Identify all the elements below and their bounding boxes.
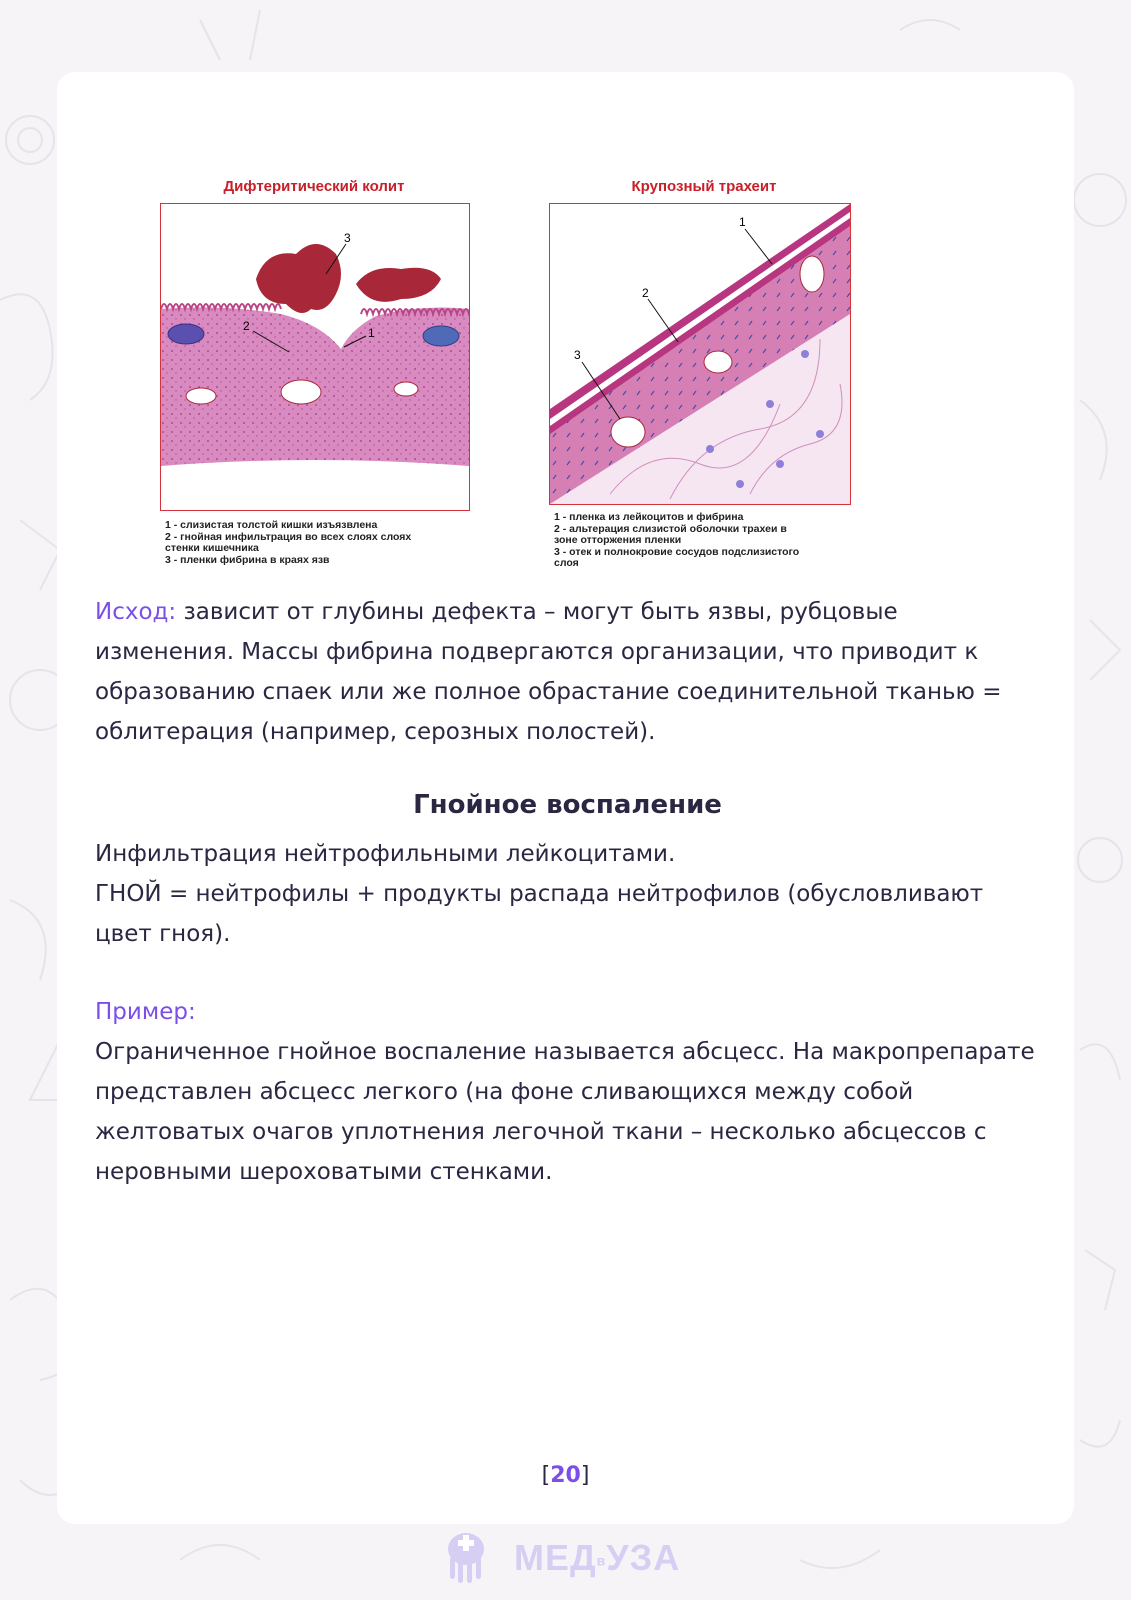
figure-right-label-3: 3 xyxy=(574,348,581,362)
logo-text: МЕДвУЗА xyxy=(514,1537,681,1578)
figure-left-label-1: 1 xyxy=(368,326,375,340)
section-line-2: ГНОЙ = нейтрофилы + продукты распада нейтрофилов (обусловливают цвет гноя). xyxy=(95,881,984,947)
legend-line: 2 - альтерация слизистой оболочки трахеи в xyxy=(554,522,787,535)
page-number-value: 20 xyxy=(550,1463,581,1488)
page-bracket-open: [ xyxy=(541,1463,551,1488)
example-text: Ограниченное гнойное воспаление называется абсцесс. На макропрепарате представлен абсцесс легкого (на фоне сливающихся между собой желтоватых очагов уплотнения легочной ткани – несколько абсцессов с неровными шероховатыми стенками. xyxy=(95,1039,1035,1185)
brand-logo xyxy=(436,1527,696,1587)
figure-right-legend xyxy=(554,512,874,570)
legend-line: 1 - пленка из лейкоцитов и фибрина xyxy=(554,511,744,523)
page-number xyxy=(0,1463,1131,1488)
outcome-label: Исход: xyxy=(95,599,177,625)
figure-left-title: Дифтеритический колит xyxy=(223,178,405,195)
figure-left-legend xyxy=(165,520,495,566)
figure-right-illustration xyxy=(549,203,851,505)
section-body xyxy=(95,834,1040,954)
section-heading: Гнойное воспаление xyxy=(413,790,722,820)
legend-line: 3 - отек и полнокровие сосудов подслизистого xyxy=(554,545,800,558)
figures-panel xyxy=(160,100,920,569)
legend-line: 1 - слизистая толстой кишки изъязвлена xyxy=(165,519,378,531)
page-bracket-close: ] xyxy=(580,1463,590,1488)
section-line-1: Инфильтрация нейтрофильными лейкоцитами. xyxy=(95,841,676,867)
legend-line: 2 - гнойная инфильтрация во всех слоях слоях xyxy=(165,530,412,543)
legend-line: стенки кишечника xyxy=(165,542,259,554)
figure-left-label-2: 2 xyxy=(243,319,250,333)
figure-right-label-1: 1 xyxy=(739,215,746,229)
example-label: Пример: xyxy=(95,999,196,1025)
figure-left-label-3: 3 xyxy=(344,231,351,245)
outcome-text: зависит от глубины дефекта – могут быть язвы, рубцовые изменения. Массы фибрина подвергаются организации, что приводит к образованию спаек или же полное обрастание соединительной тканью = облитерация (например, серозных полостей). xyxy=(95,599,1002,745)
figure-right-label-2: 2 xyxy=(642,286,649,300)
legend-line: 3 - пленки фибрина в краях язв xyxy=(165,553,330,566)
figure-right-title: Крупозный трахеит xyxy=(631,178,777,195)
figure-left-illustration xyxy=(160,203,470,511)
legend-line: слоя xyxy=(554,557,579,569)
example-paragraph xyxy=(95,992,1040,1192)
octopus-icon xyxy=(436,1527,496,1587)
legend-line: зоне отторжения пленки xyxy=(554,534,682,546)
outcome-paragraph xyxy=(95,592,1040,752)
